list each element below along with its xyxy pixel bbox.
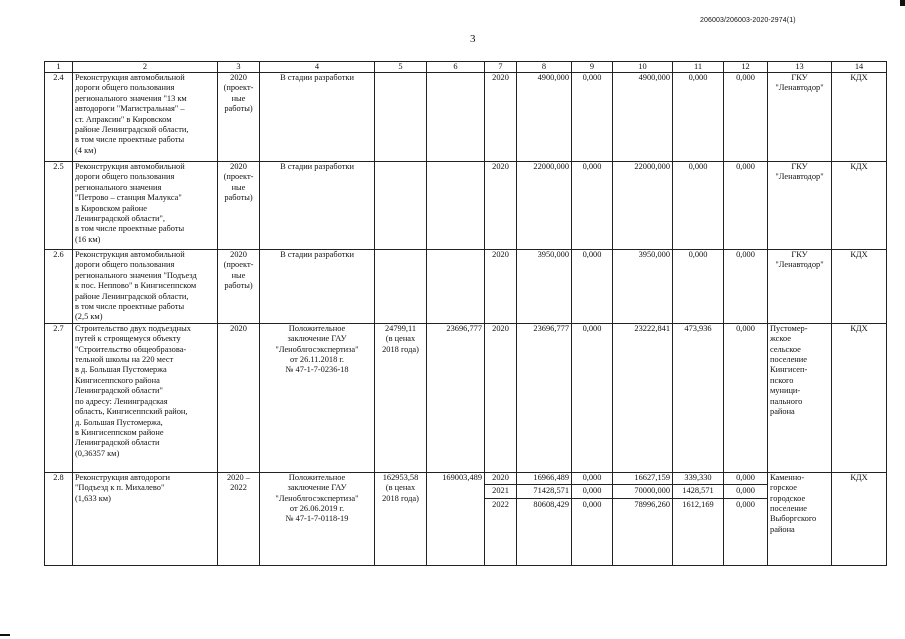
regional-budget xyxy=(613,323,673,472)
table-row xyxy=(45,323,887,472)
total-amount-value: 80608,429 xyxy=(517,498,571,510)
expertise xyxy=(260,73,375,162)
column-header: 10 xyxy=(613,62,673,73)
text-line: № 47-1-7-0236-18 xyxy=(285,365,349,375)
regional-budget xyxy=(613,162,673,250)
period xyxy=(218,472,260,565)
federal-budget-value: 0,000 xyxy=(582,472,602,482)
text-line: в том числе проектные работы xyxy=(75,224,185,234)
text-line: дороги общего пользования xyxy=(75,260,175,270)
federal-budget-value: 0,000 xyxy=(582,250,602,259)
text-line: работы) xyxy=(224,193,253,203)
total-amount-value: 4900,000 xyxy=(537,73,569,82)
period xyxy=(218,73,260,162)
total-amount xyxy=(517,472,572,565)
text-line: (4 км) xyxy=(75,145,97,155)
customer xyxy=(768,162,832,250)
year xyxy=(485,323,517,472)
table-row xyxy=(45,250,887,324)
text-line: пского xyxy=(770,375,794,385)
text-line: 2020 xyxy=(230,323,247,333)
federal-budget xyxy=(572,323,613,472)
text-line: в д. Большая Пустомержа xyxy=(75,365,167,375)
column-header: 2 xyxy=(73,62,218,73)
text-line: ГКУ xyxy=(791,162,808,171)
estimated-cost xyxy=(375,472,427,565)
expertise xyxy=(260,472,375,565)
local-budget xyxy=(673,323,724,472)
regional-budget-value: 23222,841 xyxy=(634,323,670,333)
budget-code: КДХ xyxy=(832,323,887,472)
total-amount-value: 71428,571 xyxy=(517,484,571,496)
text-line: ные xyxy=(231,270,246,280)
other-sources-value: 0,000 xyxy=(724,498,767,510)
period xyxy=(218,250,260,324)
year-value: 2021 xyxy=(485,484,516,496)
text-line: регионального значения "13 км xyxy=(75,93,187,103)
other-sources-value: 0,000 xyxy=(736,250,755,259)
local-budget-value: 0,000 xyxy=(688,162,708,171)
column-header: 7 xyxy=(485,62,517,73)
local-budget-value: 0,000 xyxy=(688,73,708,82)
text-line: 2018 года) xyxy=(382,493,419,503)
text-line: района xyxy=(770,407,795,417)
text-line: "Ленавтодор" xyxy=(775,172,824,182)
text-line: Реконструкция автодороги xyxy=(75,472,170,482)
text-line: В стадии разработки xyxy=(280,250,354,259)
table-row xyxy=(45,472,887,565)
text-line: "Ленавтодор" xyxy=(775,83,824,93)
row-number: 2.4 xyxy=(45,73,73,162)
federal-budget xyxy=(572,73,613,162)
regional-budget-value: 4900,000 xyxy=(638,73,670,82)
total-amount-value: 23696,777 xyxy=(533,323,569,333)
text-line: (2,5 км) xyxy=(75,312,103,322)
current-cost: 23696,777 xyxy=(427,323,485,472)
year xyxy=(485,472,517,565)
other-sources xyxy=(724,73,768,162)
text-line: заключение ГАУ xyxy=(287,483,347,493)
text-line: ные xyxy=(231,93,246,103)
object-name xyxy=(73,162,218,250)
text-line: Реконструкция автомобильной xyxy=(75,162,185,171)
column-header: 9 xyxy=(572,62,613,73)
text-line: в том числе проектные работы xyxy=(75,302,185,312)
total-amount xyxy=(517,162,572,250)
regional-budget xyxy=(613,472,673,565)
text-line: Кингисеп- xyxy=(770,365,808,375)
text-line: районе Ленинградской области, xyxy=(75,125,189,135)
text-line: (в ценах xyxy=(385,483,416,493)
text-line: 2020 – xyxy=(226,472,251,482)
text-line: Реконструкция автомобильной xyxy=(75,73,185,82)
budget-code: КДХ xyxy=(832,472,887,565)
text-line: В стадии разработки xyxy=(280,162,354,171)
period xyxy=(218,162,260,250)
regional-budget xyxy=(613,73,673,162)
other-sources-value: 0,000 xyxy=(736,73,755,82)
current-cost: 169003,489 xyxy=(427,472,485,565)
local-budget xyxy=(673,162,724,250)
text-line: ГКУ xyxy=(791,73,808,82)
text-line: Положительное xyxy=(288,472,346,482)
header-row xyxy=(45,62,887,73)
other-sources-value: 0,000 xyxy=(736,162,755,171)
table-row xyxy=(45,162,887,250)
current-cost xyxy=(427,162,485,250)
text-line: горское xyxy=(770,483,797,493)
text-line: сельское xyxy=(770,344,801,354)
corner-mark xyxy=(0,634,10,636)
regional-budget-value: 16627,159 xyxy=(634,472,670,482)
regional-budget-value: 22000,000 xyxy=(634,162,670,171)
text-line: работы) xyxy=(224,281,253,291)
program-table xyxy=(44,61,887,566)
text-line: область, Кингисеппский район, xyxy=(75,407,188,417)
text-line: (в ценах xyxy=(385,334,416,344)
other-sources-value: 0,000 xyxy=(736,323,755,333)
local-budget-value: 339,330 xyxy=(684,472,712,482)
text-line: Ленинградской области" xyxy=(75,386,163,396)
object-name xyxy=(73,323,218,472)
federal-budget-value: 0,000 xyxy=(582,73,602,82)
text-line: (16 км) xyxy=(75,234,101,244)
text-line: городское xyxy=(770,493,806,503)
federal-budget xyxy=(572,472,613,565)
text-line: дороги общего пользования xyxy=(75,172,175,182)
column-header: 12 xyxy=(724,62,768,73)
text-line: ст. Апраксин" в Кировском xyxy=(75,114,172,124)
estimated-cost xyxy=(375,162,427,250)
other-sources-value: 0,000 xyxy=(736,472,755,482)
year xyxy=(485,162,517,250)
federal-budget-value: 0,000 xyxy=(582,162,602,171)
text-line: Каменно- xyxy=(770,472,805,482)
year-value: 2020 xyxy=(492,162,509,171)
other-sources xyxy=(724,250,768,324)
year-value: 2022 xyxy=(485,498,516,510)
other-sources xyxy=(724,323,768,472)
federal-budget-value: 0,000 xyxy=(572,484,612,496)
corner-mark xyxy=(900,0,905,6)
text-line: от 26.11.2018 г. xyxy=(290,355,344,365)
federal-budget-value: 0,000 xyxy=(572,498,612,510)
text-line: районе Ленинградской области, xyxy=(75,291,189,301)
year-value: 2020 xyxy=(492,73,509,82)
row-number: 2.5 xyxy=(45,162,73,250)
column-header: 6 xyxy=(427,62,485,73)
total-amount-value: 3950,000 xyxy=(537,250,569,259)
expertise xyxy=(260,323,375,472)
local-budget-value: 0,000 xyxy=(688,250,708,259)
object-name xyxy=(73,250,218,324)
text-line: Реконструкция автомобильной xyxy=(75,250,185,259)
object-name xyxy=(73,73,218,162)
text-line: в Кингисеппском районе xyxy=(75,427,164,437)
text-line: 2018 года) xyxy=(382,344,419,354)
text-line: заключение ГАУ xyxy=(287,334,347,344)
text-line: "Леноблгосэкспертиза" xyxy=(275,493,359,503)
year xyxy=(485,73,517,162)
budget-code: КДХ xyxy=(832,250,887,324)
current-cost xyxy=(427,250,485,324)
total-amount xyxy=(517,250,572,324)
customer xyxy=(768,472,832,565)
text-line: "Леноблгосэкспертиза" xyxy=(275,344,359,354)
federal-budget xyxy=(572,250,613,324)
total-amount-value: 22000,000 xyxy=(533,162,569,171)
local-budget xyxy=(673,73,724,162)
column-header: 3 xyxy=(218,62,260,73)
expertise xyxy=(260,162,375,250)
text-line: В стадии разработки xyxy=(280,73,354,82)
other-sources xyxy=(724,162,768,250)
total-amount-value: 16966,489 xyxy=(533,472,569,482)
text-line: Положительное xyxy=(288,323,346,333)
document-number: 206003/206003-2020-2974(1) xyxy=(700,17,796,24)
text-line: в том числе проектные работы xyxy=(75,135,185,145)
local-budget-value: 1612,169 xyxy=(673,498,723,510)
column-header: 4 xyxy=(260,62,375,73)
text-line: по адресу: Ленинградская xyxy=(75,396,168,406)
column-header: 13 xyxy=(768,62,832,73)
federal-budget xyxy=(572,162,613,250)
text-line: Ленинградской области", xyxy=(75,214,166,224)
column-header: 5 xyxy=(375,62,427,73)
text-line: 2020 xyxy=(230,73,247,82)
year xyxy=(485,250,517,324)
text-line: 2020 xyxy=(230,162,247,171)
text-line: (проект- xyxy=(223,260,254,270)
current-cost xyxy=(427,73,485,162)
text-line: ГКУ xyxy=(791,250,808,259)
text-line: жское xyxy=(770,334,792,344)
text-line: ные xyxy=(231,182,246,192)
year-value: 2020 xyxy=(492,323,509,333)
customer xyxy=(768,323,832,472)
text-line: (проект- xyxy=(223,172,254,182)
row-number: 2.6 xyxy=(45,250,73,324)
other-sources xyxy=(724,472,768,565)
text-line: муници- xyxy=(770,386,801,396)
budget-code: КДХ xyxy=(832,73,887,162)
estimated-cost xyxy=(375,323,427,472)
total-amount xyxy=(517,323,572,472)
table-row xyxy=(45,73,887,162)
text-line: № 47-1-7-0118-19 xyxy=(285,514,349,524)
page-number: 3 xyxy=(470,33,476,45)
text-line: Выборгского xyxy=(770,514,817,524)
text-line: Ленинградской области xyxy=(75,438,160,448)
local-budget-value: 473,936 xyxy=(684,323,712,333)
text-line: пального xyxy=(770,396,803,406)
regional-budget-value: 3950,000 xyxy=(638,250,670,259)
object-name xyxy=(73,472,218,565)
text-line: поселение xyxy=(770,355,807,365)
regional-budget-value: 78996,260 xyxy=(613,498,672,510)
text-line: 162953,58 xyxy=(382,472,419,482)
text-line: (0,36357 км) xyxy=(75,448,120,458)
text-line: "Строительство общеобразова- xyxy=(75,344,187,354)
column-header: 8 xyxy=(517,62,572,73)
period xyxy=(218,323,260,472)
expertise xyxy=(260,250,375,324)
text-line: путей к строящемуся объекту xyxy=(75,334,181,344)
federal-budget-value: 0,000 xyxy=(582,323,602,333)
text-line: "Ленавтодор" xyxy=(775,260,824,270)
year-value: 2020 xyxy=(492,472,509,482)
column-header: 1 xyxy=(45,62,73,73)
text-line: к пос. Неппово" в Кингисеппском xyxy=(75,281,197,291)
text-line: Пустомер- xyxy=(770,323,808,333)
estimated-cost xyxy=(375,73,427,162)
text-line: "Подъезд к п. Михалево" xyxy=(75,483,165,493)
estimated-cost xyxy=(375,250,427,324)
text-line: регионального значения xyxy=(75,182,162,192)
customer xyxy=(768,73,832,162)
column-header: 14 xyxy=(832,62,887,73)
local-budget xyxy=(673,472,724,565)
text-line: дороги общего пользования xyxy=(75,83,175,93)
regional-budget xyxy=(613,250,673,324)
total-amount xyxy=(517,73,572,162)
local-budget-value: 1428,571 xyxy=(673,484,723,496)
text-line: в Кировском районе xyxy=(75,203,147,213)
local-budget xyxy=(673,250,724,324)
text-line: района xyxy=(770,524,795,534)
other-sources-value: 0,000 xyxy=(724,484,767,496)
text-line: тельной школы на 220 мест xyxy=(75,355,174,365)
text-line: д. Большая Пустомержа, xyxy=(75,417,163,427)
text-line: (1,633 км) xyxy=(75,493,111,503)
text-line: поселение xyxy=(770,504,807,514)
year-value: 2020 xyxy=(492,250,509,259)
text-line: Кингисеппского района xyxy=(75,375,160,385)
regional-budget-value: 70000,000 xyxy=(613,484,672,496)
customer xyxy=(768,250,832,324)
text-line: регионального значения "Подъезд xyxy=(75,270,197,280)
text-line: работы) xyxy=(224,104,253,114)
text-line: автодороги "Магистральная" – xyxy=(75,104,185,114)
column-header: 11 xyxy=(673,62,724,73)
text-line: 24799,11 xyxy=(384,323,417,333)
text-line: 2020 xyxy=(230,250,247,259)
row-number: 2.7 xyxy=(45,323,73,472)
budget-code: КДХ xyxy=(832,162,887,250)
text-line: "Петрово – станция Малукса" xyxy=(75,193,182,203)
text-line: (проект- xyxy=(223,83,254,93)
row-number: 2.8 xyxy=(45,472,73,565)
text-line: Строительство двух подъездных xyxy=(75,323,191,333)
text-line: 2022 xyxy=(230,483,247,493)
text-line: от 26.06.2019 г. xyxy=(289,504,345,514)
